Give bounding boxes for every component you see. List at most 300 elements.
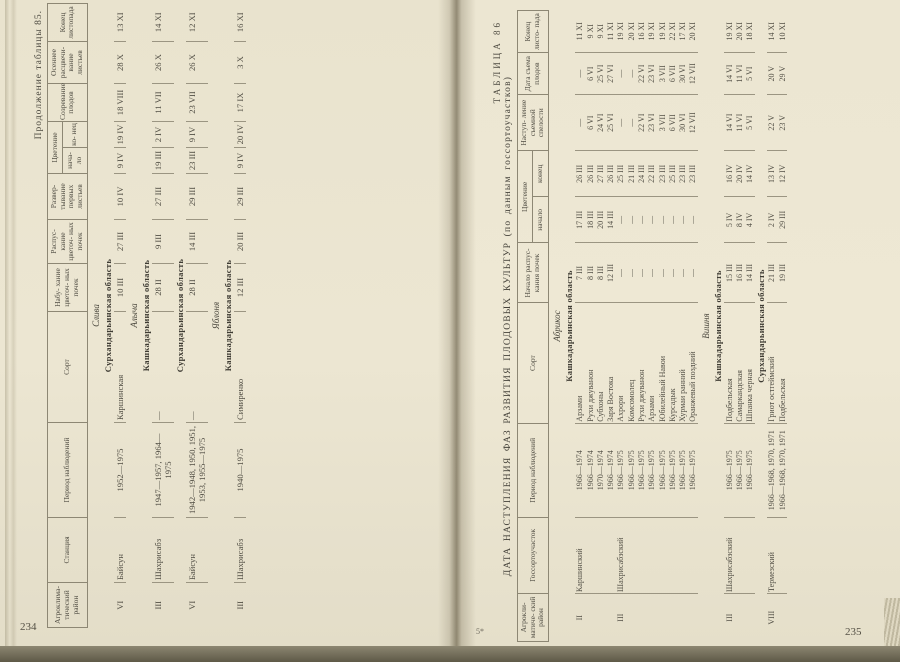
- table-row: [595, 11, 605, 642]
- table-cell: 14 XI: [152, 4, 174, 42]
- table-cell: [585, 593, 595, 641]
- table-cell: —: [667, 243, 677, 303]
- table-cell: [777, 593, 787, 641]
- table-cell: 26 III: [585, 151, 595, 197]
- table-cell: 9 III: [152, 220, 174, 264]
- table-cell: 26 X: [186, 42, 208, 84]
- table-cell: 1966—1974: [606, 423, 616, 517]
- table-cell: 20 IV: [234, 122, 246, 148]
- book-gutter-shadow: [438, 0, 476, 648]
- table-cell: 12 VII: [688, 53, 698, 95]
- table-cell: 23 III: [688, 151, 698, 197]
- table-cell: [595, 593, 605, 641]
- table-cell: 16 XI: [636, 11, 646, 53]
- table-cell: 27 III: [595, 151, 605, 197]
- table-cell: —: [616, 243, 626, 303]
- table-cell: 3 VII: [657, 95, 667, 151]
- column-header: Развер- тывание первых листьев: [48, 174, 88, 220]
- table-cell: 17 III: [575, 197, 585, 243]
- table-cell: 16 XI: [234, 4, 246, 42]
- table-row: [585, 11, 595, 642]
- table-cell: 29 V: [777, 53, 787, 95]
- column-header: Начало распус- кания почек: [518, 243, 549, 303]
- table-row: [626, 11, 636, 642]
- region-row: [174, 4, 186, 628]
- table-cell: 19 XI: [616, 11, 626, 53]
- table-cell: 20 III: [595, 197, 605, 243]
- table-cell: Арзами: [575, 303, 585, 423]
- table-cell: Ахрори: [616, 303, 626, 423]
- table-cell: [595, 517, 605, 593]
- table-row: [234, 4, 246, 628]
- table-cell: 1966—1975: [745, 423, 755, 517]
- table-cell: 12 IV: [777, 151, 787, 197]
- table-86-title: ДАТА НАСТУПЛЕНИЯ ФАЗ РАЗВИТИЯ ПЛОДОВЫХ КУЛЬТУР (по данным госсортоучастков): [503, 75, 513, 577]
- table-cell: III: [616, 613, 626, 622]
- column-header: Сорт: [518, 303, 549, 423]
- column-header-group: Цветение: [518, 151, 533, 243]
- table-cell: 29 III: [186, 174, 208, 220]
- table-cell: 2 IV: [152, 122, 174, 148]
- table-cell: Термезский: [767, 517, 777, 593]
- column-header: Конец листо- пада: [518, 11, 549, 53]
- table-cell: III: [152, 600, 163, 610]
- table-cell: 26 III: [606, 151, 616, 197]
- table-cell: 26 III: [575, 151, 585, 197]
- table-cell: [606, 593, 616, 641]
- table-cell: 12 III: [234, 264, 246, 312]
- region-label: Сурхандарьинская область: [755, 269, 766, 383]
- table-row: [186, 4, 208, 628]
- table-cell: 11 VI: [734, 53, 744, 95]
- table-cell: 20 III: [234, 220, 246, 264]
- column-header: Осеннее расцвечи- вание листьев: [48, 42, 88, 84]
- table-cell: 11 VI: [734, 95, 744, 151]
- table-85-header: [48, 4, 88, 628]
- table-cell: 12 III: [606, 243, 616, 303]
- table-cell: 28 X: [114, 42, 126, 84]
- table-cell: 20 V: [767, 53, 777, 95]
- region-label: Кашкадарьинская область: [140, 259, 151, 372]
- table-cell: 21 III: [767, 243, 777, 303]
- table-cell: Рухи джуванон: [636, 303, 646, 423]
- crop-section-label: Абрикос: [551, 310, 562, 342]
- table-cell: Симиренко: [234, 312, 246, 423]
- table-cell: [688, 593, 698, 641]
- table-row: [767, 11, 777, 642]
- table-cell: VI: [186, 600, 197, 610]
- table-cell: 23 III: [678, 151, 688, 197]
- table-cell: 1966—1974: [575, 423, 585, 517]
- table-cell: [678, 593, 688, 641]
- table-cell: Хурмаи ранний: [678, 303, 688, 423]
- table-cell: [585, 517, 595, 593]
- table-cell: 25 III: [667, 151, 677, 197]
- table-cell: —: [636, 197, 646, 243]
- table-cell: —: [626, 197, 636, 243]
- table-cell: 23 V: [777, 95, 787, 151]
- column-header: Агроклима- тический район: [48, 583, 88, 628]
- region-label: Кашкадарьинская область: [563, 270, 574, 382]
- table-cell: 3 X: [234, 42, 246, 84]
- table-cell: 16 III: [734, 243, 744, 303]
- table-cell: [667, 517, 677, 593]
- table-cell: 9 XI: [585, 11, 595, 53]
- table-cell: 1966—1968, 1970, 1971: [767, 423, 777, 517]
- column-header: Период наблюдений: [48, 423, 88, 518]
- table-cell: 1966—1975: [626, 423, 636, 517]
- column-header: Наступ- ление съемной спелости: [518, 95, 549, 151]
- column-header: Период наблюдений: [518, 423, 549, 517]
- table-cell: 5 VI: [745, 53, 755, 95]
- table-cell: 27 III: [152, 174, 174, 220]
- section-row: [87, 4, 102, 628]
- section-row: [698, 11, 712, 642]
- table-85-body: [87, 4, 246, 628]
- table-cell: 7 III: [575, 243, 585, 303]
- table-cell: Комсомолец: [626, 303, 636, 423]
- region-row: [712, 11, 724, 642]
- table-row: [678, 11, 688, 642]
- table-cell: III: [724, 613, 734, 622]
- table-cell: 13 IV: [767, 151, 777, 197]
- table-cell: 1942—1948, 1950, 1951, 1953, 1955—1975: [186, 423, 208, 518]
- table-cell: 9 IV: [114, 148, 126, 174]
- printer-signature-mark: 5*: [476, 627, 484, 636]
- table-cell: —: [647, 243, 657, 303]
- table-cell: 10 XI: [777, 11, 787, 53]
- table-cell: III: [235, 600, 246, 610]
- table-cell: 1966—1975: [647, 423, 657, 517]
- table-cell: 14 IV: [745, 151, 755, 197]
- column-subheader: нача- ло: [63, 148, 88, 174]
- table-cell: —: [152, 312, 174, 423]
- page-stack-edge: [884, 598, 900, 646]
- column-subheader: конец: [533, 151, 548, 197]
- table-cell: 19 XI: [724, 11, 734, 53]
- table-cell: 17 XI: [678, 11, 688, 53]
- table-cell: [745, 517, 755, 593]
- table-cell: 9 IV: [186, 122, 208, 148]
- table-cell: 19 III: [152, 148, 174, 174]
- region-row: [755, 11, 767, 642]
- table-cell: —: [186, 312, 208, 423]
- table-cell: 1966—1975: [678, 423, 688, 517]
- table-row: [636, 11, 646, 642]
- table-cell: 23 VI: [647, 95, 657, 151]
- table-86-header: [518, 11, 549, 642]
- table-cell: [636, 517, 646, 593]
- column-header: Сорт: [48, 312, 88, 423]
- region-label: Сурхандарьинская область: [174, 258, 185, 373]
- table-cell: 1952—1975: [114, 423, 126, 518]
- crop-section-label: Слива: [90, 304, 101, 327]
- table-cell: 12 VII: [688, 95, 698, 151]
- section-row: [126, 4, 140, 628]
- table-cell: 6 VII: [667, 95, 677, 151]
- table-cell: [777, 517, 787, 593]
- table-cell: 1966—1975: [657, 423, 667, 517]
- table-cell: 26 X: [152, 42, 174, 84]
- table-cell: 25 III: [616, 151, 626, 197]
- table-cell: Байсун: [186, 518, 208, 583]
- table-cell: —: [667, 197, 677, 243]
- table-cell: [734, 517, 744, 593]
- page-number-left: 234: [20, 621, 37, 633]
- crop-section-label: Алыча: [128, 303, 139, 328]
- table-cell: 5 VI: [745, 95, 755, 151]
- table-cell: Юбилейный Навои: [657, 303, 667, 423]
- table-cell: 24 VI: [595, 95, 605, 151]
- table-cell: Каршинский: [575, 517, 585, 593]
- table-cell: —: [626, 95, 636, 151]
- table-cell: 13 XI: [114, 4, 126, 42]
- table-cell: Шпанка черная: [745, 303, 755, 423]
- table-cell: —: [616, 197, 626, 243]
- table-row: [575, 11, 585, 642]
- phenology-table-85: [47, 3, 246, 628]
- table-row: [724, 11, 734, 642]
- table-cell: [745, 593, 755, 641]
- table-cell: 14 XI: [767, 11, 777, 53]
- table-cell: Субхоны: [595, 303, 605, 423]
- table-cell: 22 V: [767, 95, 777, 151]
- table-cell: Каршинская: [114, 312, 126, 423]
- table-cell: 22 XI: [667, 11, 677, 53]
- table-cell: 6 VI: [585, 95, 595, 151]
- table-cell: [647, 517, 657, 593]
- table-row: [606, 11, 616, 642]
- table-cell: 14 III: [186, 220, 208, 264]
- crop-section-label: Вишня: [701, 313, 712, 339]
- page-number-right: 235: [845, 626, 862, 638]
- column-subheader: ко- нец: [63, 122, 88, 148]
- table-cell: 22 III: [647, 151, 657, 197]
- table-85-caption: Продолжение таблицы 85.: [34, 10, 44, 140]
- rotated-table-86-container: [492, 10, 880, 642]
- table-cell: 29 III: [234, 174, 246, 220]
- table-cell: 24 III: [636, 151, 646, 197]
- table-cell: 14 III: [606, 197, 616, 243]
- table-cell: 14 VI: [724, 95, 734, 151]
- table-row: [647, 11, 657, 642]
- table-cell: [606, 517, 616, 593]
- table-cell: [657, 593, 667, 641]
- crop-section-label: Яблоня: [211, 301, 222, 330]
- table-cell: —: [657, 197, 667, 243]
- column-header: Станция: [48, 518, 88, 583]
- table-row: [688, 11, 698, 642]
- table-cell: 27 VI: [606, 53, 616, 95]
- column-header: Агрокли- матиче- ский район: [518, 593, 549, 641]
- table-cell: 1966—1975: [667, 423, 677, 517]
- table-86-body: [548, 11, 787, 642]
- table-cell: 20 XI: [626, 11, 636, 53]
- region-row: [102, 4, 114, 628]
- column-header: Конец листопада: [48, 4, 88, 42]
- column-header: Набу- хание цветоч- ных почек: [48, 264, 88, 312]
- table-cell: 28 II: [152, 264, 174, 312]
- table-cell: [626, 593, 636, 641]
- table-cell: 20 IV: [734, 151, 744, 197]
- table-cell: VI: [114, 600, 125, 610]
- table-cell: 19 XI: [647, 11, 657, 53]
- table-cell: 8 IV: [734, 197, 744, 243]
- table-cell: 16 IV: [724, 151, 734, 197]
- table-cell: 23 III: [657, 151, 667, 197]
- column-header: Дата съема плодов: [518, 53, 549, 95]
- column-subheader: начало: [533, 197, 548, 243]
- table-cell: [667, 593, 677, 641]
- table-cell: 18 VIII: [114, 84, 126, 122]
- table-cell: Шахрисабз: [234, 518, 246, 583]
- table-cell: [647, 593, 657, 641]
- table-row: [152, 4, 174, 628]
- table-cell: Шахрисабзский: [724, 517, 734, 593]
- table-cell: 6 VI: [585, 53, 595, 95]
- table-cell: 10 IV: [114, 174, 126, 220]
- table-cell: —: [647, 197, 657, 243]
- table-cell: 1966—1974: [585, 423, 595, 517]
- table-cell: 20 XI: [688, 11, 698, 53]
- table-row: [616, 11, 626, 642]
- table-cell: 1966—1975: [724, 423, 734, 517]
- table-cell: II: [575, 615, 585, 621]
- table-cell: 11 XI: [606, 11, 616, 53]
- table-cell: 18 XI: [745, 11, 755, 53]
- section-row: [548, 11, 563, 642]
- table-cell: Заря Востока: [606, 303, 616, 423]
- region-row: [222, 4, 234, 628]
- table-cell: 6 VII: [667, 53, 677, 95]
- table-cell: —: [688, 197, 698, 243]
- table-cell: [688, 517, 698, 593]
- region-label: Кашкадарьинская область: [713, 270, 724, 382]
- table-cell: 25 VI: [606, 95, 616, 151]
- table-cell: 11 XI: [575, 11, 585, 53]
- table-cell: 1966—1975: [734, 423, 744, 517]
- column-header-group: Цветение: [48, 122, 63, 174]
- table-cell: Рухи джуванон: [585, 303, 595, 423]
- table-cell: —: [616, 95, 626, 151]
- table-cell: 4 IV: [745, 197, 755, 243]
- table-cell: Подбельская: [724, 303, 734, 423]
- table-cell: Курсадык: [667, 303, 677, 423]
- table-cell: 1966—1968, 1970, 1971: [777, 423, 787, 517]
- table-cell: Гриот остгеймский: [767, 303, 777, 423]
- table-cell: [636, 593, 646, 641]
- page-edge-crease: [5, 0, 17, 646]
- table-cell: 15 III: [724, 243, 734, 303]
- table-cell: 22 VI: [636, 95, 646, 151]
- table-cell: 18 III: [585, 197, 595, 243]
- table-cell: —: [575, 95, 585, 151]
- table-row: [777, 11, 787, 642]
- table-86-number: ТАБЛИЦА 86: [492, 20, 502, 104]
- table-cell: 5 IV: [724, 197, 734, 243]
- table-row: [734, 11, 744, 642]
- book-bottom-edge: [0, 646, 900, 662]
- table-cell: Арзами: [647, 303, 657, 423]
- table-cell: [626, 517, 636, 593]
- table-cell: Оранжевый поздний: [688, 303, 698, 423]
- table-cell: Шахрисабзский: [616, 517, 626, 593]
- table-cell: 23 VI: [647, 53, 657, 95]
- region-label: Сурхандарьинская область: [102, 258, 113, 373]
- table-cell: —: [678, 243, 688, 303]
- table-cell: Подбельская: [777, 303, 787, 423]
- table-cell: —: [636, 243, 646, 303]
- table-cell: 9 XI: [595, 11, 605, 53]
- table-cell: [678, 517, 688, 593]
- table-cell: 30 VI: [678, 53, 688, 95]
- column-header: Госсортоучасток: [518, 517, 549, 593]
- table-cell: —: [626, 243, 636, 303]
- table-cell: 20 XI: [734, 11, 744, 53]
- phenology-table-86: [517, 10, 787, 642]
- rotated-table-85-container: [34, 6, 318, 628]
- table-cell: 14 VI: [724, 53, 734, 95]
- table-cell: 11 VII: [152, 84, 174, 122]
- table-cell: —: [678, 197, 688, 243]
- table-cell: 30 VI: [678, 95, 688, 151]
- table-cell: 29 III: [777, 197, 787, 243]
- region-label: Кашкадарьинская область: [223, 259, 234, 372]
- table-cell: 23 III: [186, 148, 208, 174]
- table-cell: [657, 517, 667, 593]
- table-cell: 1947—1957, 1964—1975: [152, 423, 174, 518]
- table-cell: —: [657, 243, 667, 303]
- table-row: [657, 11, 667, 642]
- column-header: Распус- кание цветоч- ных почек: [48, 220, 88, 264]
- table-cell: 19 III: [777, 243, 787, 303]
- table-cell: 19 XI: [657, 11, 667, 53]
- table-cell: —: [575, 53, 585, 95]
- table-cell: 25 VI: [595, 53, 605, 95]
- table-cell: 19 IV: [114, 122, 126, 148]
- table-cell: 14 III: [745, 243, 755, 303]
- table-cell: 1966—1975: [616, 423, 626, 517]
- table-row: [667, 11, 677, 642]
- region-row: [563, 11, 575, 642]
- table-cell: 1970—1974: [595, 423, 605, 517]
- table-cell: 10 III: [114, 264, 126, 312]
- table-cell: 8 III: [585, 243, 595, 303]
- table-cell: VIII: [767, 610, 777, 625]
- table-cell: 23 VII: [186, 84, 208, 122]
- table-cell: 17 IX: [234, 84, 246, 122]
- table-row: [114, 4, 126, 628]
- table-cell: 21 III: [626, 151, 636, 197]
- table-cell: 22 VI: [636, 53, 646, 95]
- table-cell: 9 IV: [234, 148, 246, 174]
- table-cell: 12 XI: [186, 4, 208, 42]
- table-cell: Самаркандская: [734, 303, 744, 423]
- column-header: Созревание плодов: [48, 84, 88, 122]
- table-cell: 1940—1975: [234, 423, 246, 518]
- table-cell: Байсун: [114, 518, 126, 583]
- table-cell: —: [626, 53, 636, 95]
- table-cell: —: [616, 53, 626, 95]
- table-cell: Шахрисабз: [152, 518, 174, 583]
- region-row: [140, 4, 152, 628]
- table-cell: 1966—1975: [636, 423, 646, 517]
- section-row: [208, 4, 222, 628]
- table-cell: [734, 593, 744, 641]
- table-cell: 3 VII: [657, 53, 667, 95]
- table-cell: 2 IV: [767, 197, 777, 243]
- table-cell: 28 II: [186, 264, 208, 312]
